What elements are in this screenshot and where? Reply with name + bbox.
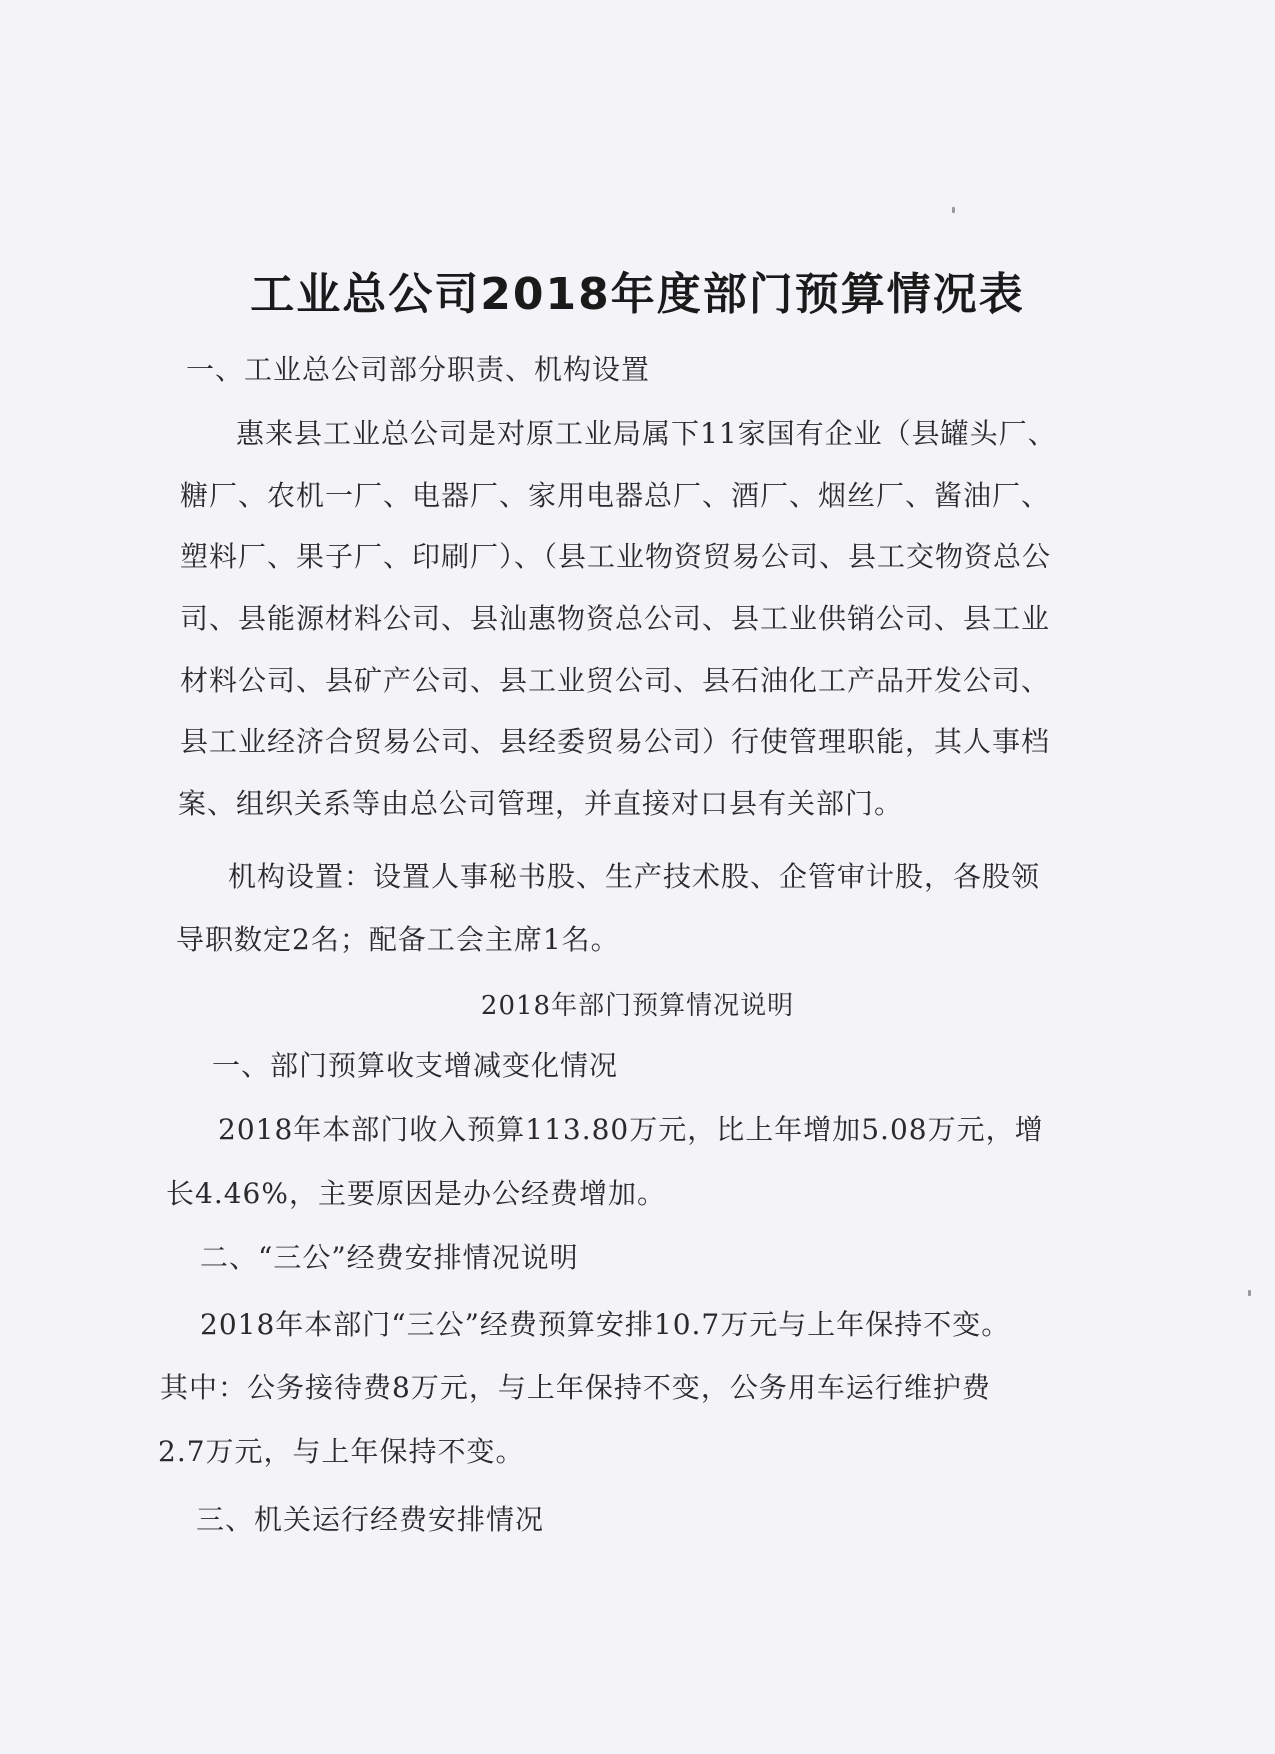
paragraph-line: 2018年本部门“三公”经费预算安排10.7万元与上年保持不变。 [200,1308,1011,1341]
section-heading-1: 一、工业总公司部分职责、机构设置 [186,353,651,386]
explain-heading-3: 三、机关运行经费安排情况 [196,1503,545,1536]
paragraph-line: 长4.46%，主要原因是办公经费增加。 [166,1177,666,1210]
paragraph-line: 导职数定2名；配备工会主席1名。 [176,923,620,956]
paragraph-line: 糖厂、农机一厂、电器厂、家用电器总厂、酒厂、烟丝厂、酱油厂、 [180,479,1051,512]
scan-speck [1248,1290,1251,1296]
paragraph-line: 惠来县工业总公司是对原工业局属下11家国有企业（县罐头厂、 [236,417,1057,450]
paragraph-line: 塑料厂、果子厂、印刷厂）、（县工业物资贸易公司、县工交物资总公 [180,540,1052,573]
explain-heading-2: 二、“三公”经费安排情况说明 [200,1241,579,1274]
paragraph-line: 其中：公务接待费8万元，与上年保持不变，公务用车运行维护费 [160,1371,991,1404]
paragraph-line: 材料公司、县矿产公司、县工业贸公司、县石油化工产品开发公司、 [180,664,1051,697]
paragraph-line: 司、县能源材料公司、县汕惠物资总公司、县工业供销公司、县工业 [180,602,1051,635]
scan-speck [952,207,955,213]
paragraph-line: 2018年本部门收入预算113.80万元，比上年增加5.08万元，增 [218,1113,1044,1146]
document-title: 工业总公司2018年度部门预算情况表 [250,269,1025,320]
explain-subtitle: 2018年部门预算情况说明 [480,991,795,1021]
paragraph-line: 案、组织关系等由总公司管理，并直接对口县有关部门。 [178,787,904,820]
explain-heading-1: 一、部门预算收支增减变化情况 [212,1049,619,1082]
paragraph-line: 机构设置：设置人事秘书股、生产技术股、企管审计股，各股领 [228,860,1041,893]
paragraph-line: 2.7万元，与上年保持不变。 [158,1435,525,1468]
paragraph-line: 县工业经济合贸易公司、县经委贸易公司）行使管理职能，其人事档 [180,725,1051,758]
